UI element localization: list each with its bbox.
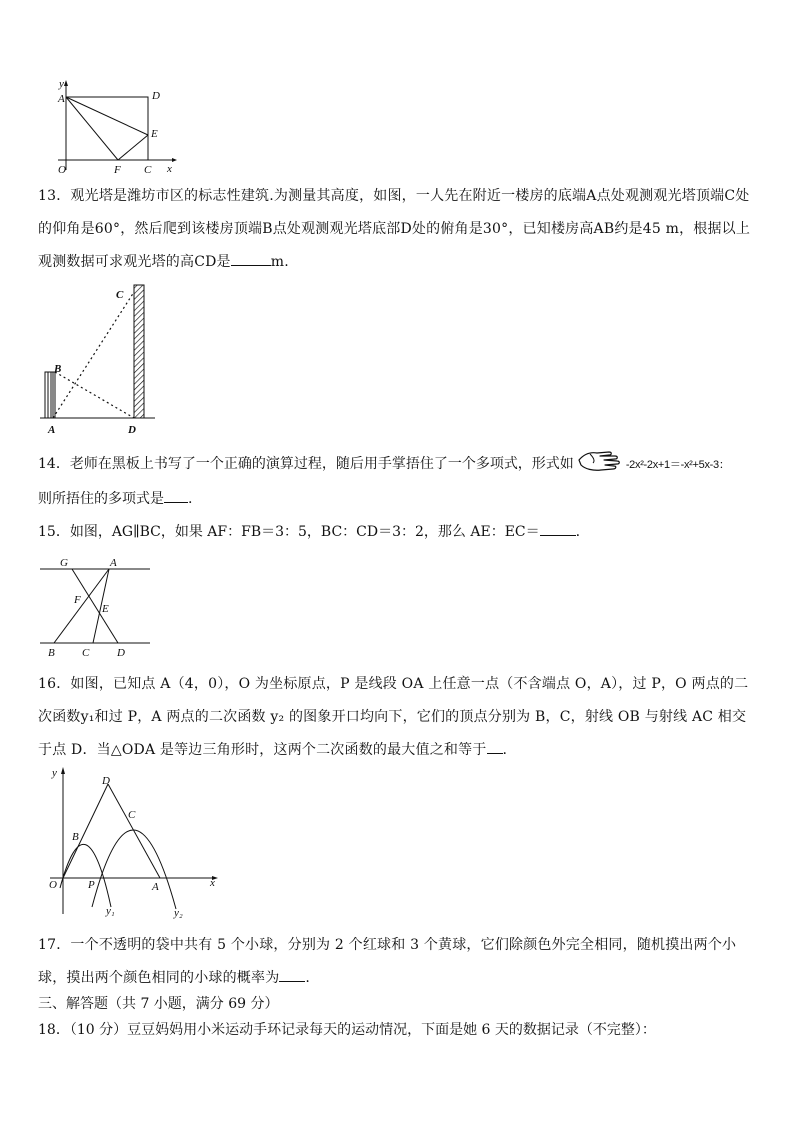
label-O: O <box>49 879 57 891</box>
label-C: C <box>116 289 124 301</box>
q15-text: 15．如图，AG∥BC，如果 AF：FB＝3：5，BC：CD＝3：2，那么 AE：EC＝ <box>38 524 540 540</box>
question-18 <box>38 1019 656 1039</box>
label-D: D <box>128 424 136 436</box>
q13-unit: m. <box>270 254 289 270</box>
q18-text: 18．（10 分）豆豆妈妈用小米运动手环记录每天的运动情况，下面是她 6 天的数据记录（不完整）： <box>38 1022 656 1038</box>
label-F: F <box>74 594 81 606</box>
label-E: E <box>151 128 158 140</box>
question-17 <box>38 929 760 995</box>
square-adco <box>66 97 148 160</box>
q14-answer-blank[interactable] <box>164 488 188 503</box>
label-A: A <box>110 557 117 569</box>
figure-tower <box>40 280 160 440</box>
label-F: F <box>114 164 121 176</box>
label-A: A <box>152 881 159 893</box>
question-13 <box>38 180 760 279</box>
section-title: 三、解答题（共 7 小题，满分 69 分） <box>38 996 279 1012</box>
label-D: D <box>117 647 125 659</box>
label-D: D <box>152 90 160 102</box>
question-16 <box>38 668 760 767</box>
q17-answer-blank[interactable] <box>279 967 305 982</box>
q15-answer-blank[interactable] <box>540 521 576 536</box>
q16-end: . <box>502 742 508 758</box>
label-x: x <box>167 163 172 175</box>
q17-end: . <box>305 970 311 986</box>
ray-AC <box>108 784 160 878</box>
label-B: B <box>48 647 55 659</box>
label-O: O <box>58 164 66 176</box>
parabola-y2 <box>92 830 176 909</box>
ray-OB <box>63 784 108 878</box>
label-C: C <box>128 809 136 821</box>
q14-expression: -2x²-2x+1＝-x²+5x-3： <box>625 459 730 471</box>
q13-answer-blank[interactable] <box>231 251 271 266</box>
label-y: y <box>52 767 57 779</box>
label-x: x <box>210 877 215 889</box>
parabola-y1 <box>60 844 111 907</box>
label-C: C <box>82 647 90 659</box>
label-A: A <box>48 424 56 436</box>
q14-end: . <box>188 491 193 507</box>
label-y: y <box>59 78 64 90</box>
label-B: B <box>72 831 79 843</box>
section-heading <box>38 993 279 1013</box>
q17-text: 17．一个不透明的袋中共有 5 个小球，分别为 2 个红球和 3 个黄球，它们除颜色外完全相同，随机摸出两个小球，摸出两个颜色相同的小球的概率为 <box>38 937 737 986</box>
figure-parallel-lines <box>38 554 152 660</box>
q13-text: 13．观光塔是潍坊市区的标志性建筑.为测量其高度，如图，一人先在附近一楼房的底端A点处观测观光塔顶端C处的仰角是60°，然后爬到该楼房顶端B点处观测观光塔底部D处的俯角是30°，已知楼房高AB约是45 m，根据以上观测数据可求观光塔的高CD是 <box>38 188 751 270</box>
q14-text: 14．老师在黑板上书写了一个正确的演算过程，随后用手掌捂住了一个多项式，形式如 <box>38 456 574 472</box>
label-A: A <box>58 93 65 105</box>
label-y1: y₁ <box>106 905 115 917</box>
label-G: G <box>60 557 68 569</box>
hand-icon <box>577 450 623 478</box>
q16-text: 16．如图，已知点 A（4，0），O 为坐标原点，P 是线段 OA 上任意一点（不含端点 O，A），过 P，O 两点的二次函数y₁和过 P，A 两点的二次函数 y₂ 的图象开口均向下，它们的顶点分别为 B，C，射线 OB 与射线 AC 相交于点 D．当△ODA 是等边三角形时，这两个二次函数的最大值之和等于 <box>38 676 749 758</box>
tower <box>134 285 144 418</box>
label-E: E <box>102 603 109 615</box>
figure-coordinate-square <box>40 78 180 178</box>
label-D: D <box>102 775 110 787</box>
q14-line2: 则所捂住的多项式是 <box>38 491 164 507</box>
label-y2: y₂ <box>174 907 183 919</box>
q16-answer-blank[interactable] <box>487 739 503 754</box>
label-C: C <box>144 164 152 176</box>
question-14-line2 <box>38 488 192 508</box>
label-B: B <box>54 363 62 375</box>
question-14 <box>38 450 730 478</box>
label-P: P <box>88 879 95 891</box>
figure-parabolas <box>40 762 230 922</box>
q15-end: . <box>575 524 581 540</box>
question-15 <box>38 521 580 541</box>
